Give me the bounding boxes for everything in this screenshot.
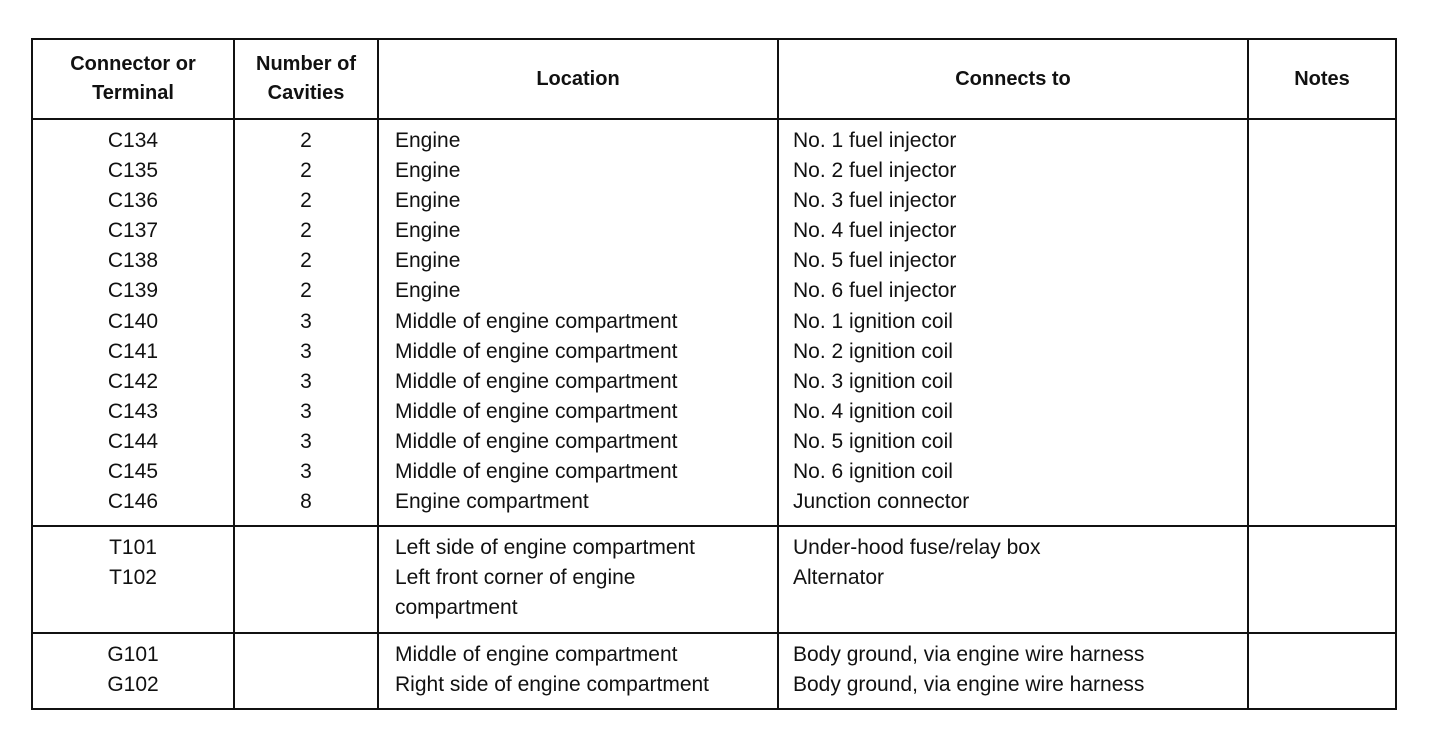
connector-id: T102	[109, 566, 157, 590]
connects-to-text: No. 3 fuel injector	[793, 189, 957, 213]
cavity-count	[235, 533, 377, 563]
cavity-count: 2	[300, 219, 312, 243]
header-location: Location	[378, 39, 778, 119]
connects-to-text: No. 2 ignition coil	[793, 339, 953, 363]
cavity-count: 3	[300, 429, 312, 453]
connects-to-text: No. 6 fuel injector	[793, 279, 957, 303]
connector-id: C136	[107, 189, 159, 213]
connector-table-container	[31, 38, 1395, 710]
connector-id: C139	[107, 279, 159, 303]
location-text: Engine compartment	[395, 490, 589, 514]
location-text: Middle of engine compartment	[395, 399, 678, 423]
notes-cell	[1248, 633, 1396, 709]
cavity-count: 8	[300, 490, 312, 514]
connects-to-text: Body ground, via engine wire harness	[793, 642, 1145, 666]
location-cell	[378, 526, 778, 632]
connects-to-text: No. 5 fuel injector	[793, 249, 957, 273]
header-cavities: Number of Cavities	[234, 39, 378, 119]
connects-to-text: No. 3 ignition coil	[793, 369, 953, 393]
table-row	[32, 633, 1396, 709]
location-cell	[378, 633, 778, 709]
cavity-count: 2	[300, 249, 312, 273]
location-text: Engine	[395, 189, 461, 213]
table-row	[32, 119, 1396, 526]
cavity-count: 3	[300, 369, 312, 393]
location-text: Right side of engine compartment	[395, 672, 710, 696]
location-text: Left side of engine compartment	[395, 536, 696, 560]
connects-to-cell	[778, 526, 1248, 632]
location-text: Middle of engine compartment	[395, 460, 678, 484]
connector-id: C138	[107, 249, 159, 273]
connector-id: C137	[107, 219, 159, 243]
notes-cell	[1248, 119, 1396, 526]
header-row	[32, 39, 1396, 119]
location-cell	[378, 119, 778, 526]
cavities-cell	[234, 119, 378, 526]
cavity-count: 2	[300, 159, 312, 183]
location-text: Engine	[395, 219, 461, 243]
connector-id-cell	[32, 119, 234, 526]
table-row	[32, 526, 1396, 632]
cavity-count: 2	[300, 279, 312, 303]
connects-to-text: No. 5 ignition coil	[793, 429, 953, 453]
connector-id: C143	[107, 399, 159, 423]
cavity-count: 2	[300, 189, 312, 213]
connects-to-text: No. 2 fuel injector	[793, 159, 957, 183]
connects-to-text: No. 1 fuel injector	[793, 129, 957, 152]
table-header	[32, 39, 1396, 119]
header-connector: Connector or Terminal	[32, 39, 234, 119]
connects-to-text: Junction connector	[793, 490, 970, 514]
connects-to-text: No. 4 ignition coil	[793, 399, 953, 423]
connector-id: C135	[107, 159, 159, 183]
connector-table	[31, 38, 1397, 710]
cavity-count: 3	[300, 339, 312, 363]
location-text: Middle of engine compartment	[395, 369, 678, 393]
connects-to-text: Alternator	[793, 566, 885, 590]
cavity-count	[235, 640, 377, 670]
connector-id: G102	[107, 672, 159, 696]
header-notes: Notes	[1248, 39, 1396, 119]
cavity-count: 3	[300, 309, 312, 333]
cavity-count: 2	[300, 129, 312, 152]
location-text: Middle of engine compartment	[395, 429, 678, 453]
cavity-count	[235, 670, 377, 700]
connector-id: C145	[107, 460, 159, 484]
connector-id: C146	[107, 490, 159, 514]
connector-id: G101	[107, 642, 159, 666]
location-text: Engine	[395, 249, 461, 273]
connector-id: C140	[107, 309, 159, 333]
cavity-count: 3	[300, 460, 312, 484]
header-connects-to: Connects to	[778, 39, 1248, 119]
connector-id-cell	[32, 526, 234, 632]
location-text: Middle of engine compartment	[395, 642, 678, 666]
connects-to-text: Body ground, via engine wire harness	[793, 672, 1145, 696]
cavities-cell	[234, 526, 378, 632]
location-text: Middle of engine compartment	[395, 309, 678, 333]
location-text: Engine	[395, 129, 461, 152]
connects-to-text: No. 4 fuel injector	[793, 219, 957, 243]
connector-id-cell	[32, 633, 234, 709]
location-text: Engine	[395, 159, 461, 183]
connector-id: T101	[109, 536, 157, 560]
cavity-count: 3	[300, 399, 312, 423]
connector-id: C144	[107, 429, 159, 453]
connector-id: C142	[107, 369, 159, 393]
cavity-count	[235, 563, 377, 593]
connects-to-text: Under-hood fuse/relay box	[793, 536, 1041, 560]
connector-id: C141	[107, 339, 159, 363]
group-connectors	[32, 119, 1396, 526]
connector-id: C134	[107, 129, 159, 152]
location-text: Engine	[395, 279, 461, 303]
connects-to-cell	[778, 633, 1248, 709]
connects-to-text: No. 6 ignition coil	[793, 460, 953, 484]
connects-to-text: No. 1 ignition coil	[793, 309, 953, 333]
cavities-cell	[234, 633, 378, 709]
group-terminals	[32, 526, 1396, 632]
group-grounds	[32, 633, 1396, 709]
location-text: Middle of engine compartment	[395, 339, 678, 363]
notes-cell	[1248, 526, 1396, 632]
location-text: Left front corner of engine compartment	[395, 566, 636, 620]
connects-to-cell	[778, 119, 1248, 526]
